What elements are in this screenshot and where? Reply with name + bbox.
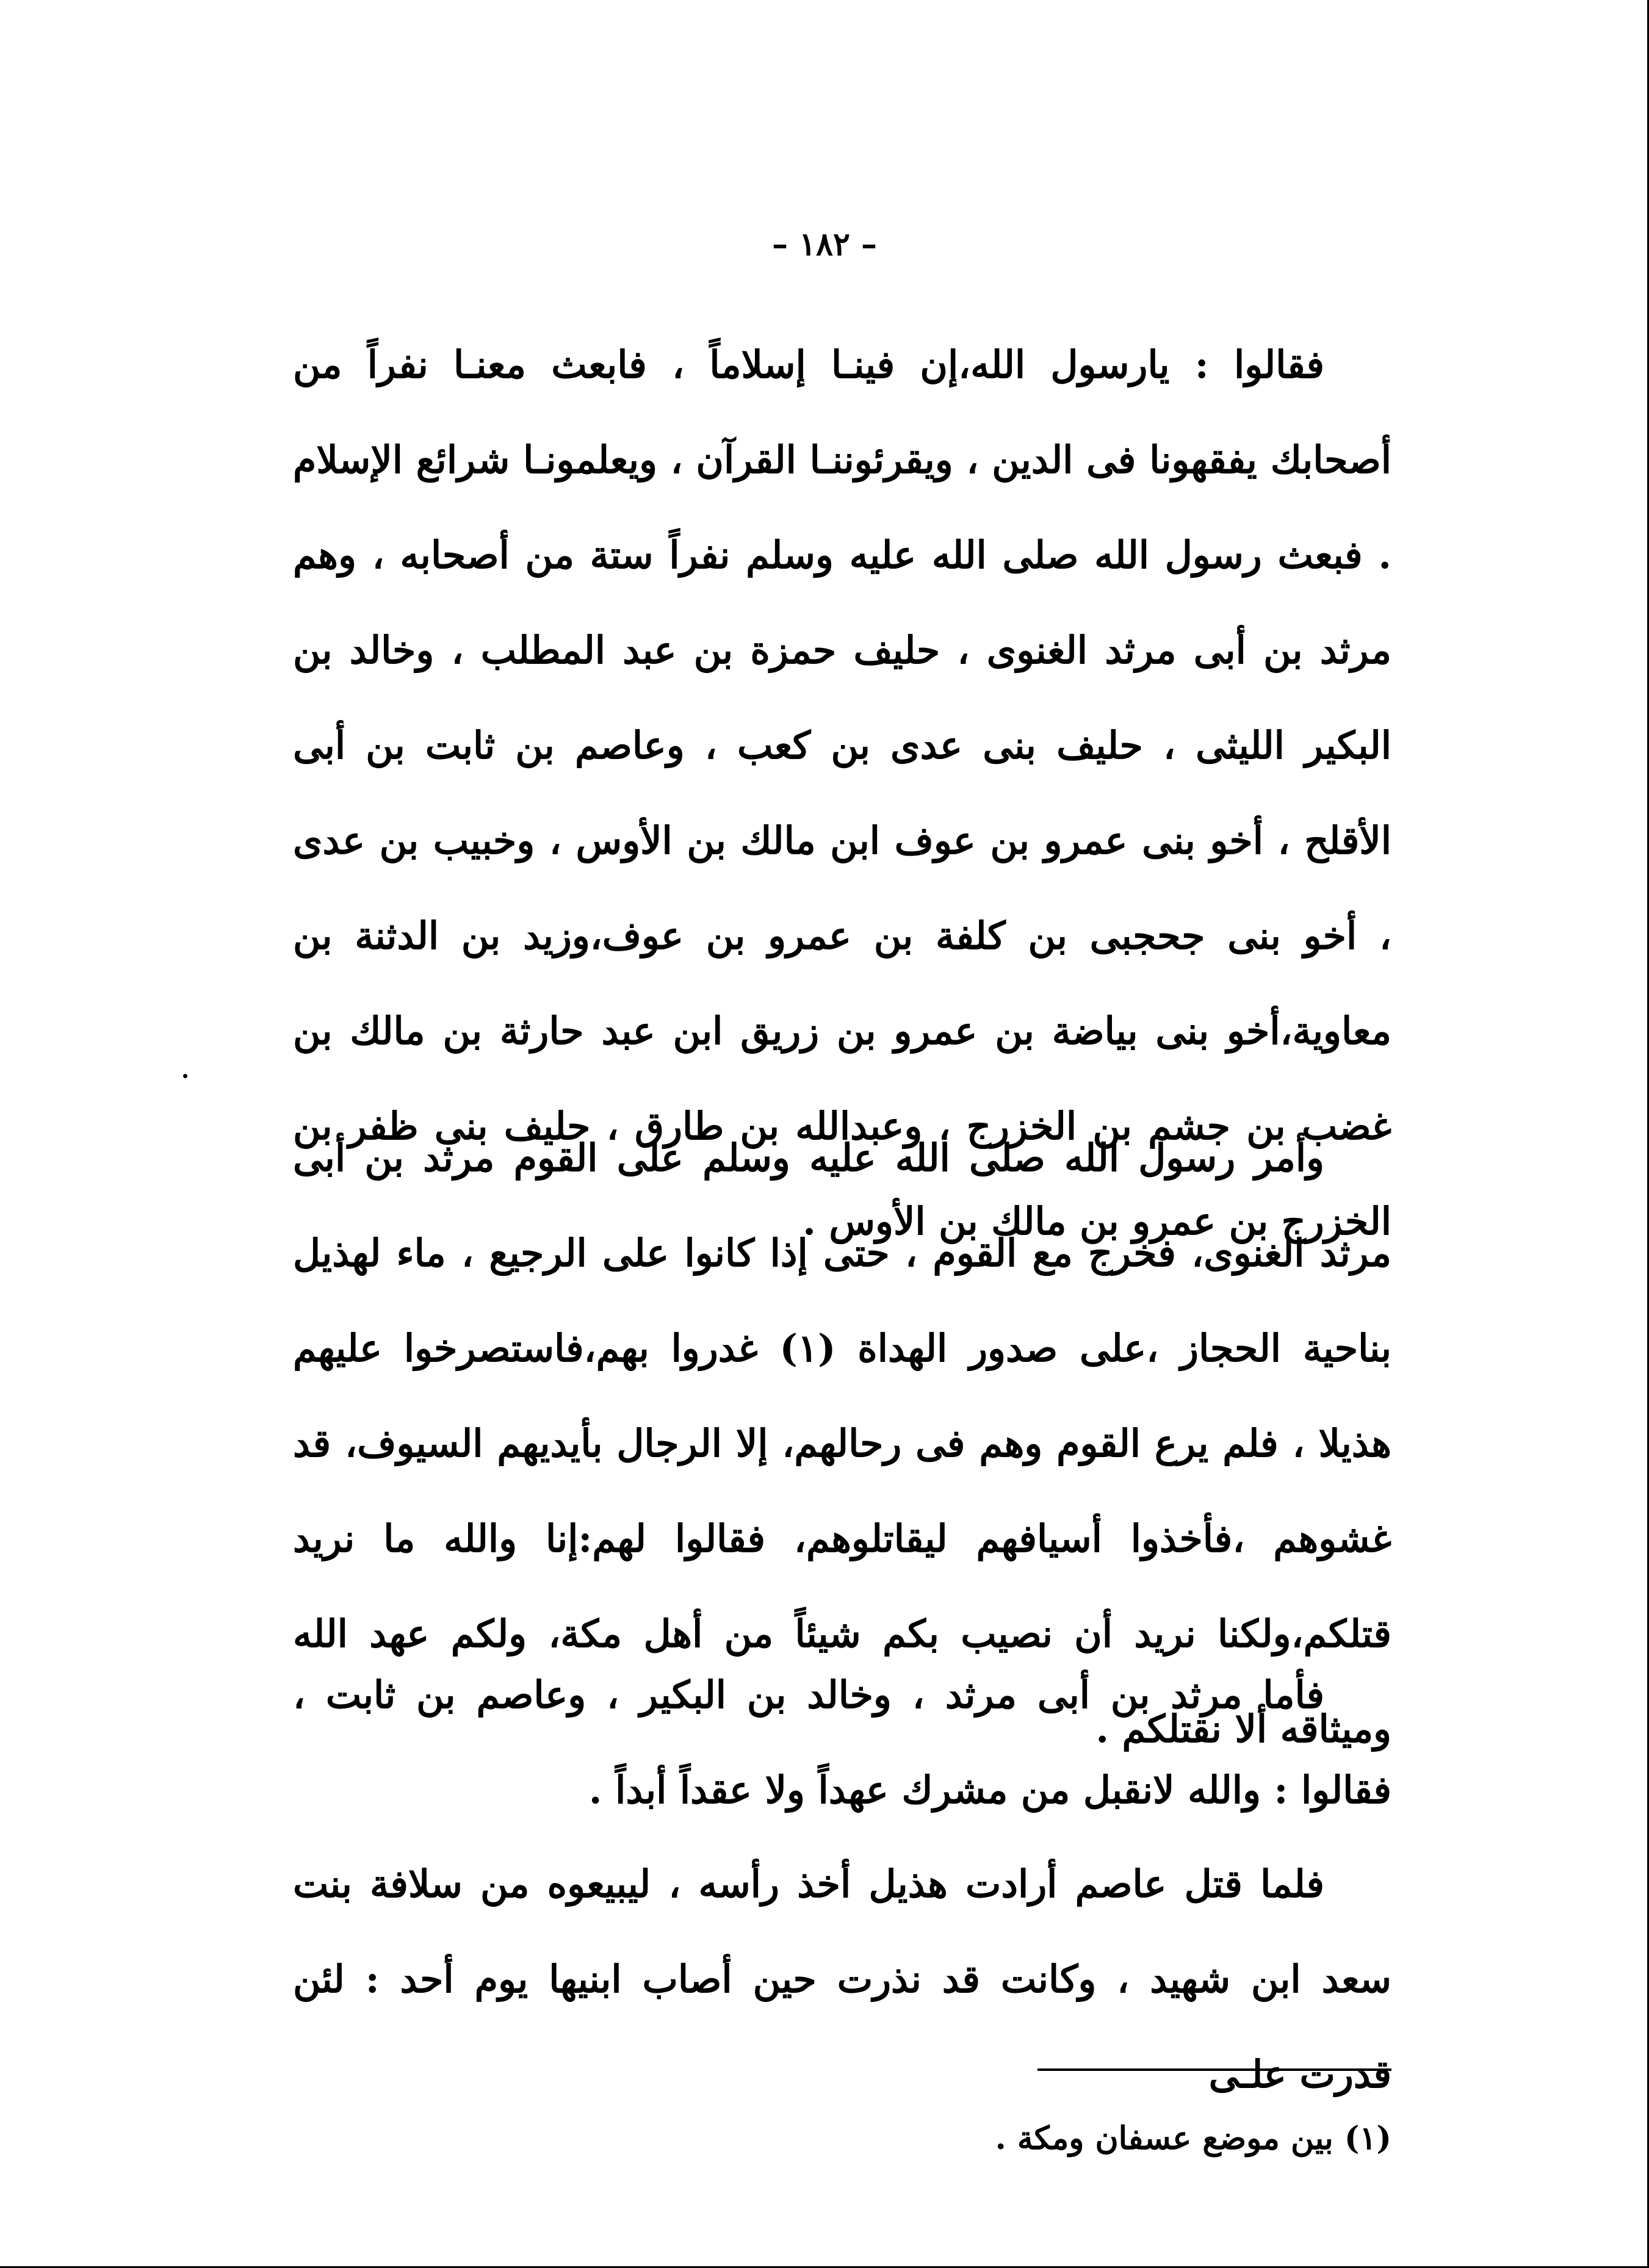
paragraph-3: فأما مرثد بن أبى مرثد ، وخالد بن البكير ، وعاصم بن ثابت ، فقالوا : والله لانقبل من مشرك عهداً ولا عقداً أبداً . bbox=[293, 1672, 1391, 1812]
page-number: – ١٨٢ – bbox=[771, 226, 877, 263]
margin-dot bbox=[183, 1074, 187, 1078]
footnote-divider bbox=[1037, 2068, 1391, 2071]
paragraph-2: وأمر رسول الله صلى الله عليه وسلم على القوم مرثد بن أبى مرثد الغنوى، فخرج مع القوم ، حتى إذا كانوا على الرجيع ، ماء لهذيل بناحية الحجاز ،على صدور الهداة (١) غدروا بهم،فاستصرخوا عليهم هذيلا ، فلم يرع القوم وهم فى رحالهم، إلا الرجال بأيديهم السيوف، قد غشوهم ،فأخذوا أسيافهم ليقاتلوهم، فقالوا لهم:إنا والله ما نريد قتلكم،ولكنا نريد أن نصيب بكم شيئاً من أهل مكة، ولكم عهد الله وميثاقه ألا نقتلكم . bbox=[293, 1136, 1391, 1751]
paragraph-1: فقالوا : يارسول الله،إن فينـا إسلاماً ، فابعث معنـا نفراً من أصحابك يفقهونا فى الدين ، ويقرئوننـا القرآن ، ويعلمونـا شرائع الإسلام . فبعث رسول الله صلى الله عليه وسلم نفراً ستة من أصحابه ، وهم مرثد بن أبى مرثد الغنوى ، حليف حمزة بن عبد المطلب ، وخالد بن البكير الليثى ، حليف بنى عدى بن كعب ، وعاصم بن ثابت بن أبى الأقلح ، أخو بنى عمرو بن عوف ابن مالك بن الأوس ، وخبيب بن عدى ، أخو بنى جحجبى بن كلفة بن عمرو بن عوف،وزيد بن الدثنة بن معاوية،أخو بنى بياضة بن عمرو بن زريق ابن عبد حارثة بن مالك بن غضب بن جشم بن الخزرج ، وعبدالله بن طارق ، حليف بنى ظفر بن الخزرج بن عمرو بن مالك بن الأوس . bbox=[293, 342, 1391, 1244]
footnote: (١) بين موضع عسفان ومكة . bbox=[995, 2120, 1391, 2157]
paragraph-4: فلما قتل عاصم أرادت هذيل أخذ رأسه ، ليبيعوه من سلافة بنت سعد ابن شهيد ، وكانت قد نذرت حين أصاب ابنيها يوم أحد : لئن قدرت علـى bbox=[293, 1862, 1391, 2097]
